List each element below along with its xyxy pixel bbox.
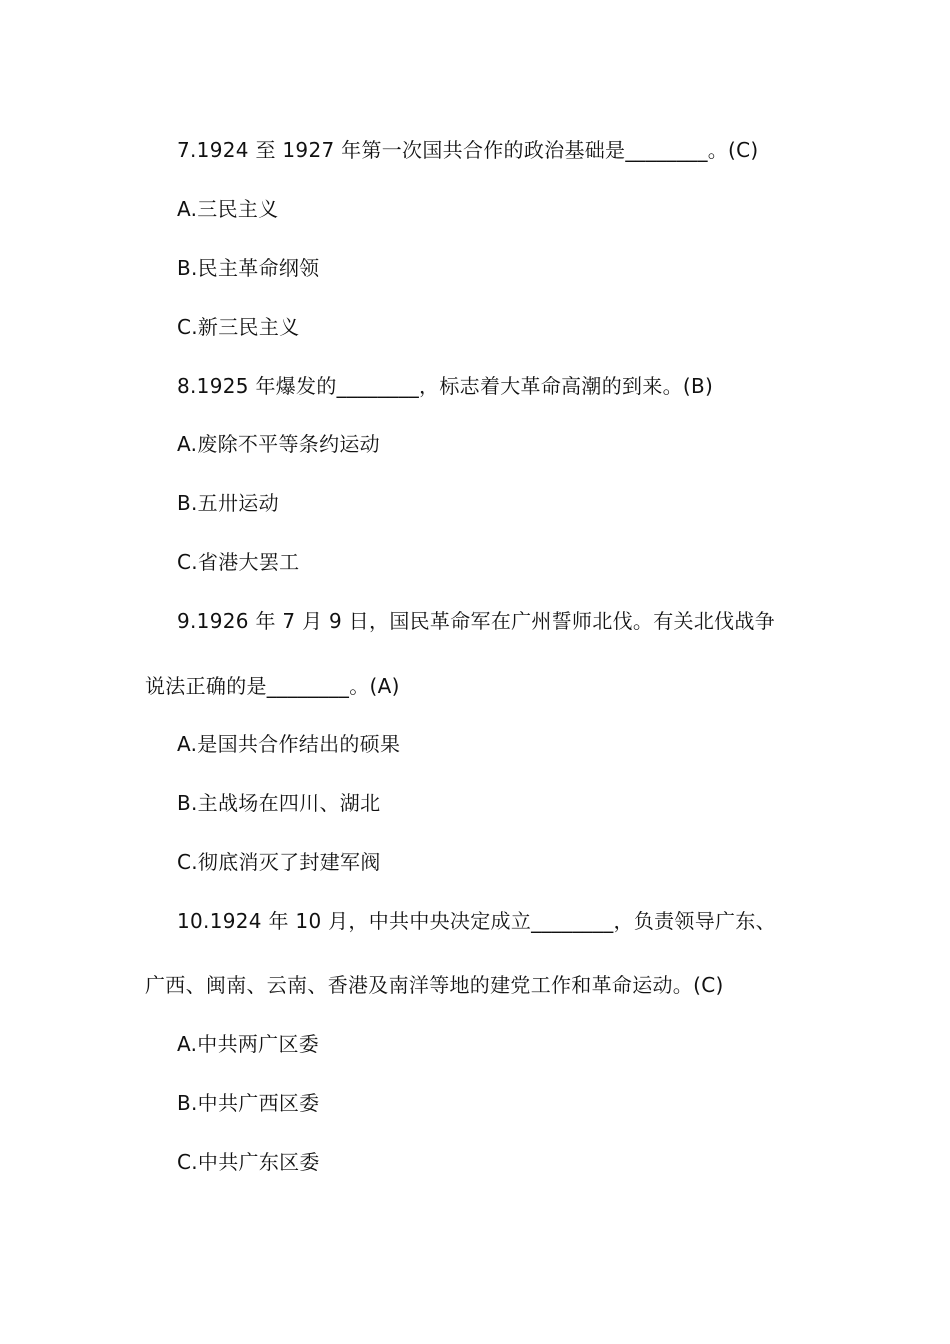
question-10-option-c: C.中共广东区委 [177, 1150, 320, 1174]
question-7-option-c: C.新三民主义 [177, 315, 300, 339]
question-9-stem-line-1: 9.1926 年 7 月 9 日，国民革命军在广州誓师北伐。有关北伐战争 [177, 609, 776, 633]
question-8-option-a: A.废除不平等条约运动 [177, 432, 380, 456]
question-8-option-b: B.五卅运动 [177, 491, 279, 515]
question-9-option-b: B.主战场在四川、湖北 [177, 791, 381, 815]
question-10-option-b: B.中共广西区委 [177, 1091, 320, 1115]
question-7-stem: 7.1924 至 1927 年第一次国共合作的政治基础是________。(C) [177, 138, 759, 162]
question-9-option-c: C.彻底消灭了封建军阀 [177, 850, 381, 874]
question-8-option-c: C.省港大罢工 [177, 550, 300, 574]
question-10-stem-line-2: 广西、闽南、云南、香港及南洋等地的建党工作和革命运动。(C) [145, 973, 724, 997]
question-10-stem-line-1: 10.1924 年 10 月，中共中央决定成立________，负责领导广东、 [177, 909, 776, 933]
question-8-stem: 8.1925 年爆发的________，标志着大革命高潮的到来。(B) [177, 374, 714, 398]
question-9-stem-line-2: 说法正确的是________。(A) [145, 674, 400, 698]
question-9-option-a: A.是国共合作结出的硕果 [177, 732, 401, 756]
question-7-option-a: A.三民主义 [177, 197, 279, 221]
question-10-option-a: A.中共两广区委 [177, 1032, 320, 1056]
question-7-option-b: B.民主革命纲领 [177, 256, 320, 280]
